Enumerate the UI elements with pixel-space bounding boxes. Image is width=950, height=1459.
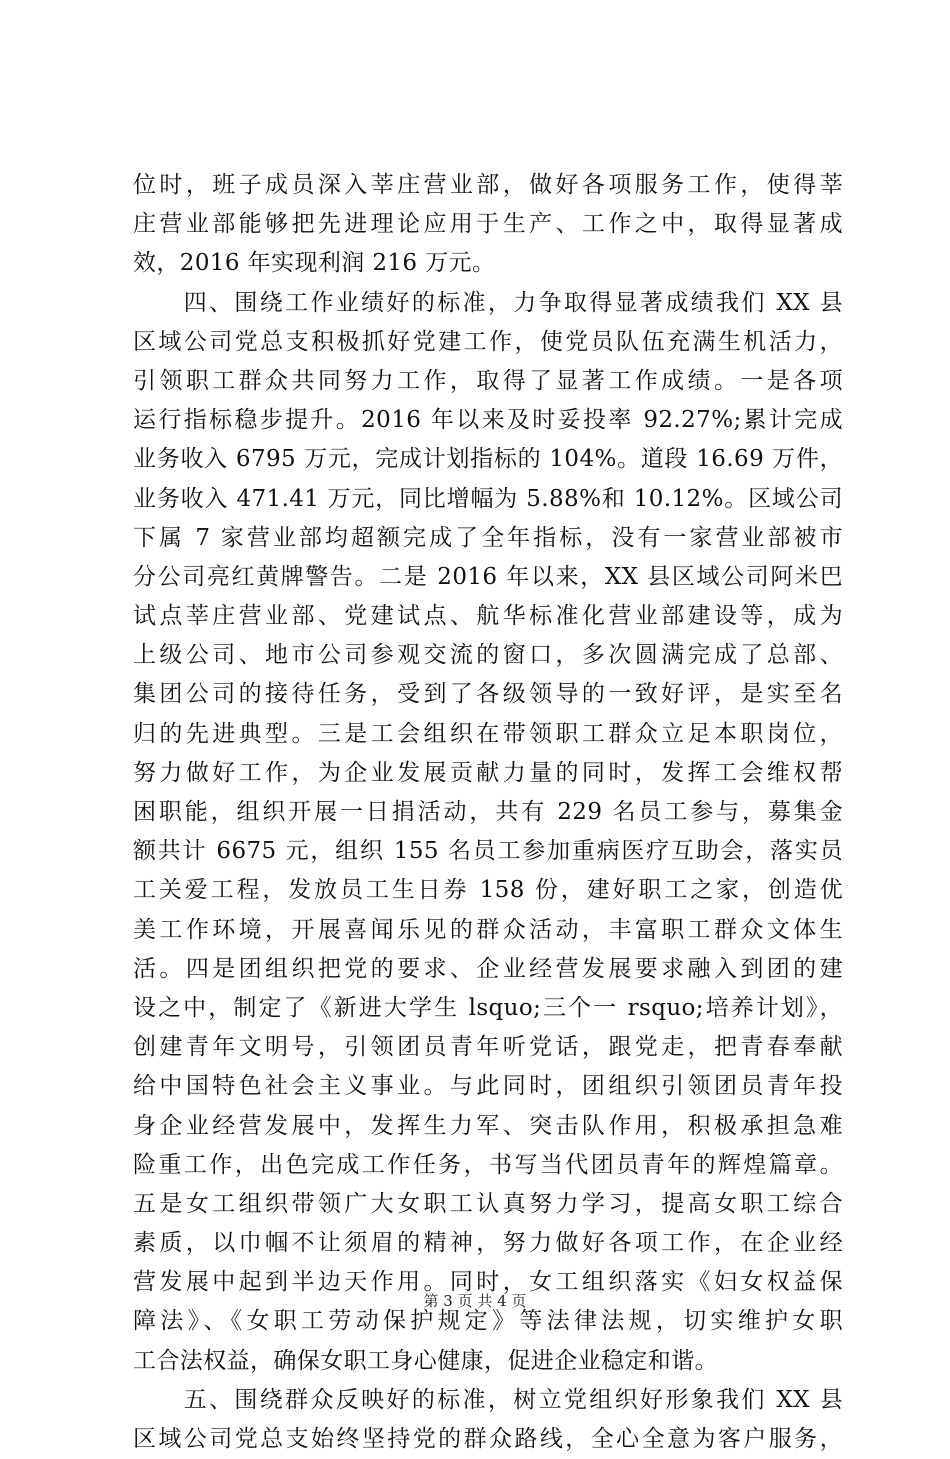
text-line: 身企业经营发展中，发挥生力军、突击队作用，积极承担急难 bbox=[133, 1112, 843, 1139]
text-line: 五、围绕群众反映好的标准，树立党组织好形象我们 XX 县 bbox=[133, 1386, 843, 1413]
text-line: 引领职工群众共同努力工作，取得了显著工作成绩。一是各项 bbox=[133, 367, 843, 394]
text-line: 活。四是团组织把党的要求、企业经营发展要求融入到团的建 bbox=[133, 955, 843, 982]
text-line: 庄营业部能够把先进理论应用于生产、工作之中，取得显著成 bbox=[133, 211, 843, 238]
text-line: 五是女工组织带领广大女职工认真努力学习，提高女职工综合 bbox=[133, 1190, 843, 1217]
document-body bbox=[133, 166, 843, 1459]
text-line: 集团公司的接待任务，受到了各级领导的一致好评，是实至名 bbox=[133, 681, 843, 708]
text-line: 区域公司党总支始终坚持党的群众路线，全心全意为客户服务， bbox=[133, 1426, 843, 1452]
text-line: 运行指标稳步提升。2016 年以来及时妥投率 92.27%;累计完成 bbox=[133, 407, 843, 434]
text-line: 分公司亮红黄牌警告。二是 2016 年以来，XX 县区域公司阿米巴 bbox=[133, 563, 843, 590]
page-footer: 第 3 页 共 4 页 bbox=[423, 1292, 527, 1310]
text-line: 四、围绕工作业绩好的标准，力争取得显著成绩我们 XX 县 bbox=[133, 289, 843, 316]
text-line: 美工作环境，开展喜闻乐见的群众活动，丰富职工群众文体生 bbox=[133, 916, 843, 943]
text-line: 区域公司党总支积极抓好党建工作，使党员队伍充满生机活力， bbox=[133, 328, 843, 355]
text-line: 工合法权益，确保女职工身心健康，促进企业稳定和谐。 bbox=[133, 1347, 718, 1374]
text-line: 努力做好工作，为企业发展贡献力量的同时，发挥工会维权帮 bbox=[133, 759, 843, 786]
text-line: 困职能，组织开展一日捐活动，共有 229 名员工参与，募集金 bbox=[133, 799, 843, 825]
text-line: 险重工作，出色完成工作任务，书写当代团员青年的辉煌篇章。 bbox=[133, 1151, 843, 1178]
text-line: 业务收入 471.41 万元，同比增幅为 5.88%和 10.12%。区域公司 bbox=[133, 485, 843, 512]
text-line: 效，2016 年实现利润 216 万元。 bbox=[133, 250, 496, 277]
text-line: 下属 7 家营业部均超额完成了全年指标，没有一家营业部被市 bbox=[133, 524, 843, 551]
text-line: 位时，班子成员深入莘庄营业部，做好各项服务工作，使得莘 bbox=[133, 172, 843, 198]
text-line: 额共计 6675 元，组织 155 名员工参加重病医疗互助会，落实员 bbox=[133, 838, 843, 865]
text-line: 工关爱工程，发放员工生日券 158 份，建好职工之家，创造优 bbox=[133, 877, 843, 904]
text-line: 归的先进典型。三是工会组织在带领职工群众立足本职岗位， bbox=[133, 720, 843, 747]
text-line: 试点莘庄营业部、党建试点、航华标准化营业部建设等，成为 bbox=[133, 603, 843, 630]
text-line: 业务收入 6795 万元，完成计划指标的 104%。道段 16.69 万件， bbox=[133, 446, 843, 473]
text-line: 素质，以巾帼不让须眉的精神，努力做好各项工作，在企业经 bbox=[133, 1230, 843, 1257]
text-line: 创建青年文明号，引领团员青年听党话，跟党走，把青春奉献 bbox=[133, 1034, 843, 1061]
text-line: 营发展中起到半边天作用。同时，女工组织落实《妇女权益保 bbox=[133, 1269, 843, 1296]
text-line: 障法》、《女职工劳动保护规定》等法律法规，切实维护女职 bbox=[133, 1308, 843, 1335]
text-line: 给中国特色社会主义事业。与此同时，团组织引领团员青年投 bbox=[133, 1073, 843, 1100]
text-line: 上级公司、地市公司参观交流的窗口，多次圆满完成了总部、 bbox=[133, 642, 843, 669]
text-line: 设之中，制定了《新进大学生 lsquo;三个一 rsquo;培养计划》， bbox=[133, 994, 843, 1021]
